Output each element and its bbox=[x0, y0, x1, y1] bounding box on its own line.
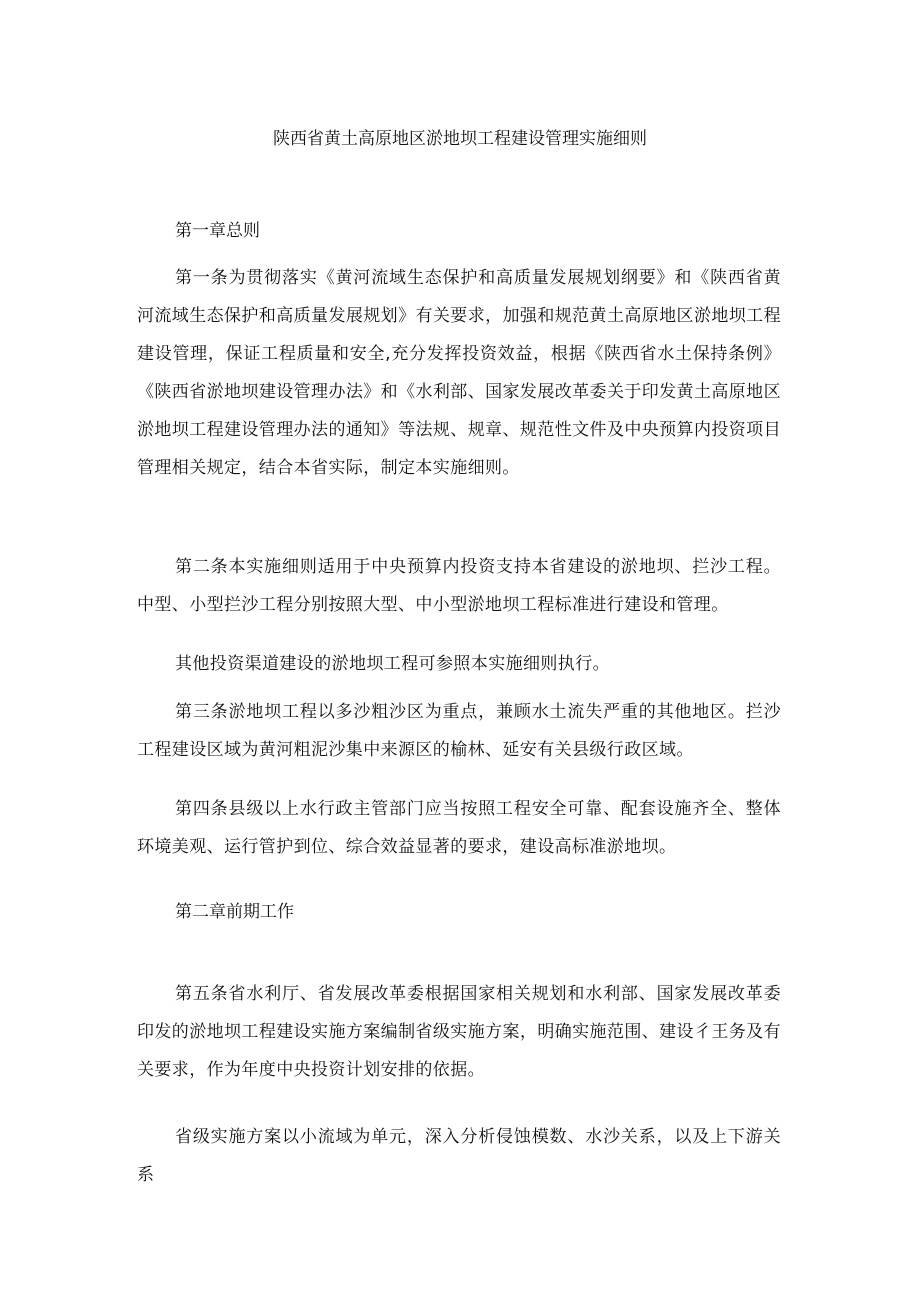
document-title: 陕西省黄土高原地区淤地坝工程建设管理实施细则 bbox=[273, 129, 647, 149]
plan-paragraph: 省级实施方案以小流域为单元，深入分析侵蚀模数、水沙关系，以及上下游关系 bbox=[137, 1127, 781, 1185]
article-5: 第五条省水利厅、省发展改革委根据国家相关规划和水利部、国家发展改革委印发的淤地坝工程建设实施方案编制省级实施方案，明确实施范围、建设彳王务及有关要求，作为年度中央投资计划安排的依据。 bbox=[137, 984, 781, 1080]
article-2-note: 其他投资渠道建设的淤地坝工程可参照本实施细则执行。 bbox=[175, 654, 610, 674]
article-4: 第四条县级以上水行政主管部门应当按照工程安全可靠、配套设施齐全、整体环境美观、运行管护到位、综合效益显著的要求，建设高标准淤地坝。 bbox=[137, 799, 781, 857]
article-2: 第二条本实施细则适用于中央预算内投资支持本省建设的淤地坝、拦沙工程。中型、小型拦沙工程分别按照大型、中小型淤地坝工程标准进行建设和管理。 bbox=[137, 557, 781, 615]
chapter-1-heading: 第一章总则 bbox=[175, 221, 260, 241]
article-1: 第一条为贯彻落实《黄河流域生态保护和高质量发展规划纲要》和《陕西省黄河流域生态保护和高质量发展规划》有关要求，加强和规范黄土高原地区淤地坝工程建设管理，保证工程质量和安全,充分发挥投资效益，根据《陕西省水土保持条例》《陕西省淤地坝建设管理办法》和《水利部、国家发展改革委关于印发黄土高原地区淤地坝工程建设管理办法的通知》等法规、规章、规范性文件及中央预算内投资项目管理相关规定，结合本省实际，制定本实施细则。 bbox=[137, 268, 781, 478]
article-3: 第三条淤地坝工程以多沙粗沙区为重点，兼顾水土流失严重的其他地区。拦沙工程建设区域为黄河粗泥沙集中来源区的榆林、延安有关县级行政区域。 bbox=[137, 702, 781, 760]
chapter-2-heading: 第二章前期工作 bbox=[175, 902, 294, 922]
